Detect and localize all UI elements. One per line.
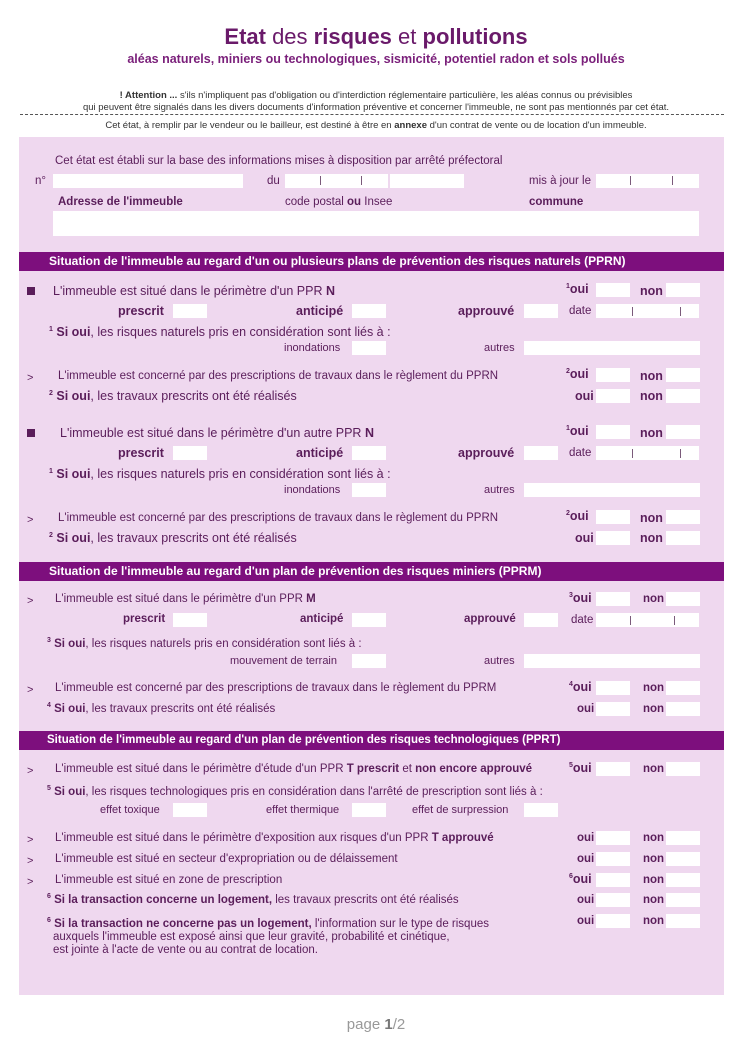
update-label: mis à jour le [529,175,591,187]
oui-label: oui [575,531,594,545]
anticipe-label: anticipé [296,446,344,460]
pprm-anticipe-box[interactable] [352,613,386,627]
non-label: non [640,284,663,298]
pprm-done-oui-box[interactable] [596,702,630,716]
pprm-section-header: Situation de l'immeuble au regard d'un plan de prévention des risques miniers (PPRM) [19,562,724,581]
approuve-label: approuvé [458,446,515,460]
oui-label: $^2$oui [566,367,589,381]
pprm-work-oui-box[interactable] [596,681,630,695]
effet-surpression-box[interactable] [524,803,558,817]
pprt-q4-non-box[interactable] [666,873,700,887]
pprn-q1-text: L'immeuble est situé dans le périmètre d'un PPR N [53,284,335,298]
pprt-q4-text: L'immeuble est situé en zone de prescription [55,874,283,886]
pprt-q6-non-box[interactable] [666,914,700,928]
pprn2-prescrit-box[interactable] [173,446,207,460]
arrow-icon: > [27,372,34,384]
date-separator [672,176,673,185]
non-label: non [640,369,663,383]
pprn-anticipe-box[interactable] [352,304,386,318]
pprn-date-field[interactable] [596,304,699,318]
pprn-q1-non-box[interactable] [666,283,700,297]
date-separator [632,307,633,316]
pprt-q3-oui-box[interactable] [596,852,630,866]
date-separator [630,616,631,625]
anticipe-label: anticipé [296,304,344,318]
oui-label: oui [577,832,595,844]
non-label: non [640,511,663,525]
arrow-icon: > [27,684,34,696]
autres-field[interactable] [524,654,700,668]
pprt-q3-text: L'immeuble est situé en secteur d'expropriation ou de délaissement [55,853,398,865]
update-date-field[interactable] [596,174,699,188]
autres-label: autres [484,655,515,667]
non-label: non [640,531,663,545]
annex-notice: Cet état, à remplir par le vendeur ou le bailleur, est destiné à être en annexe d'un contrat de vente ou de location d'un immeuble. [105,120,647,131]
pprt-risks-text: $^5$ Si oui, les risques technologiques pris en considération dans l'arrêté de prescription sont liés à : [47,785,543,798]
pprt-q2-text: L'immeuble est situé dans le périmètre d'exposition aux risques d'un PPR T approuvé [55,832,494,844]
oui-label: $^4$oui [569,680,592,694]
pprt-q3-non-box[interactable] [666,852,700,866]
non-label: non [643,853,665,865]
pprt-q2-non-box[interactable] [666,831,700,845]
non-label: non [643,874,665,886]
autres-label: autres [484,484,515,496]
date-separator [674,616,675,625]
non-label: non [643,682,665,694]
pprm-date-field[interactable] [596,613,699,627]
prescrit-label: prescrit [123,613,166,625]
dotted-divider [20,114,724,115]
page-number: page 1/2 [346,1016,406,1033]
pprt-q6-text: $^6$ Si la transaction ne concerne pas un logement, l'information sur le type de risques auxquels l'immeuble est exposé ainsi que leur gravité, probabilité et cinétique, est jointe à l'acte de vente ou au contrat de location. [47,917,489,956]
pprn-q2-text: L'immeuble est situé dans le périmètre d'un autre PPR N [60,426,374,440]
arrow-icon: > [27,595,34,607]
non-label: non [640,426,663,440]
number-label: n° [35,175,46,187]
pprm-q1-non-box[interactable] [666,592,700,606]
address-field[interactable] [53,211,699,236]
bullet-icon [27,287,35,295]
pprm-work-non-box[interactable] [666,681,700,695]
arrow-icon: > [27,514,34,526]
pprn2-work-oui-box[interactable] [596,510,630,524]
date-separator [680,307,681,316]
non-label: non [643,763,665,775]
oui-label: $^6$oui [569,872,592,886]
pprn-work-non-box[interactable] [666,368,700,382]
non-label: non [643,703,665,715]
date-separator [632,449,633,458]
pprn-q2-non-box[interactable] [666,425,700,439]
pprm-done-text: $^4$ Si oui, les travaux prescrits ont été réalisés [47,702,276,715]
pprm-q1-text: L'immeuble est situé dans le périmètre d'un PPR M [55,593,316,605]
arrow-icon: > [27,765,34,777]
oui-label: oui [577,894,595,906]
pprn-risks-text: $^1$ Si oui, les risques naturels pris en considération sont liés à : [49,325,391,339]
oui-label: oui [577,853,595,865]
effet-thermique-box[interactable] [352,803,386,817]
address-label: Adresse de l'immeuble [58,196,183,208]
inondations-box[interactable] [352,483,386,497]
effet-toxique-label: effet toxique [100,804,160,816]
oui-label: $^2$oui [566,509,589,523]
date-separator [630,176,631,185]
arrete-extra-field[interactable] [390,174,464,188]
date-label: date [571,614,594,626]
arrow-icon: > [27,834,34,846]
pprt-q5-oui-box[interactable] [596,893,630,907]
pprn2-done-oui-box[interactable] [596,531,630,545]
pprn-work-text: L'immeuble est concerné par des prescriptions de travaux dans le règlement du PPRN [58,370,499,382]
pprn2-work-non-box[interactable] [666,510,700,524]
pprt-q6-oui-box[interactable] [596,914,630,928]
pprm-q1-oui-box[interactable] [596,592,630,606]
du-label: du [267,175,280,187]
page-subtitle: aléas naturels, miniers ou technologiques, sismicité, potentiel radon et sols pollués [127,52,625,66]
effet-toxique-box[interactable] [173,803,207,817]
oui-label: $^1$oui [566,424,589,438]
date-separator [361,176,362,185]
pprm-approuve-box[interactable] [524,613,558,627]
pprm-work-text: L'immeuble est concerné par des prescriptions de travaux dans le règlement du PPRM [55,682,497,694]
pprn2-approuve-box[interactable] [524,446,558,460]
approuve-label: approuvé [458,304,515,318]
date-label: date [569,305,592,317]
pprn-prescrit-box[interactable] [173,304,207,318]
effet-surpression-label: effet de surpression [412,804,509,816]
pprm-done-non-box[interactable] [666,702,700,716]
pprn2-risks-text: $^1$ Si oui, les risques naturels pris en considération sont liés à : [49,467,391,481]
pprm-prescrit-box[interactable] [173,613,207,627]
page-title: Etat des risques et pollutions [224,24,528,49]
attention-notice: ! Attention ... s'ils n'impliquent pas d'obligation ou d'interdiction réglementaire particulière, les aléas connus ou prévisibles qui peuvent être signalés dans les divers documents d'information préventive et concerner l'immeuble, ne sont pas mentionnés par cet état. [82,90,670,113]
pprm-risks-text: $^3$ Si oui, les risques naturels pris en considération sont liés à : [47,637,362,650]
pprt-q4-oui-box[interactable] [596,873,630,887]
autres-field[interactable] [524,341,700,355]
effet-thermique-label: effet thermique [266,804,340,816]
pprt-q2-oui-box[interactable] [596,831,630,845]
pprn-work-oui-box[interactable] [596,368,630,382]
postal-code-label: code postal ou Insee [285,196,393,208]
oui-label: oui [577,703,595,715]
commune-label: commune [529,196,584,208]
pprn-q2-oui-box[interactable] [596,425,630,439]
anticipe-label: anticipé [300,613,344,625]
mouvement-box[interactable] [352,654,386,668]
arrete-date-field[interactable] [285,174,388,188]
date-label: date [569,447,592,459]
pprt-section-header: Situation de l'immeuble au regard d'un plan de prévention des risques technologiques (PPRT) [19,731,724,750]
non-label: non [643,593,665,605]
pprn2-done-text: $^2$ Si oui, les travaux prescrits ont été réalisés [49,531,297,545]
oui-label: $^5$oui [569,761,592,775]
oui-label: oui [575,389,594,403]
pprn-done-text: $^2$ Si oui, les travaux prescrits ont été réalisés [49,389,297,403]
pprt-q1-text: L'immeuble est situé dans le périmètre d'étude d'un PPR T prescrit et non encore approuvé [55,763,533,775]
basis-text: Cet état est établi sur la base des informations mises à disposition par arrêté préfectoral [55,155,503,167]
pprt-q5-non-box[interactable] [666,893,700,907]
non-label: non [643,894,665,906]
pprn-done-oui-box[interactable] [596,389,630,403]
oui-label: oui [577,915,595,927]
pprn2-date-field[interactable] [596,446,699,460]
date-separator [320,176,321,185]
pprn-done-non-box[interactable] [666,389,700,403]
date-separator [680,449,681,458]
arrete-number-field[interactable] [53,174,243,188]
pprt-q1-oui-box[interactable] [596,762,630,776]
non-label: non [640,389,663,403]
pprn-approuve-box[interactable] [524,304,558,318]
arrow-icon: > [27,855,34,867]
pprn-section-header: Situation de l'immeuble au regard d'un ou plusieurs plans de prévention des risques naturels (PPRN) [19,252,724,271]
prescrit-label: prescrit [118,304,164,318]
pprt-q1-non-box[interactable] [666,762,700,776]
prescrit-label: prescrit [118,446,164,460]
arrow-icon: > [27,876,34,888]
approuve-label: approuvé [464,613,516,625]
autres-field[interactable] [524,483,700,497]
pprn2-anticipe-box[interactable] [352,446,386,460]
bullet-icon [27,429,35,437]
mouvement-label: mouvement de terrain [230,655,337,667]
pprn2-work-text: L'immeuble est concerné par des prescriptions de travaux dans le règlement du PPRN [58,512,499,524]
pprn2-done-non-box[interactable] [666,531,700,545]
oui-label: $^3$oui [569,591,592,605]
inondations-label: inondations [284,342,341,354]
non-label: non [643,832,665,844]
inondations-box[interactable] [352,341,386,355]
autres-label: autres [484,342,515,354]
non-label: non [643,915,665,927]
oui-label: $^1$oui [566,282,589,296]
pprt-q5-text: $^6$ Si la transaction concerne un logement, les travaux prescrits ont été réalisés [47,893,459,906]
inondations-label: inondations [284,484,341,496]
pprn-q1-oui-box[interactable] [596,283,630,297]
